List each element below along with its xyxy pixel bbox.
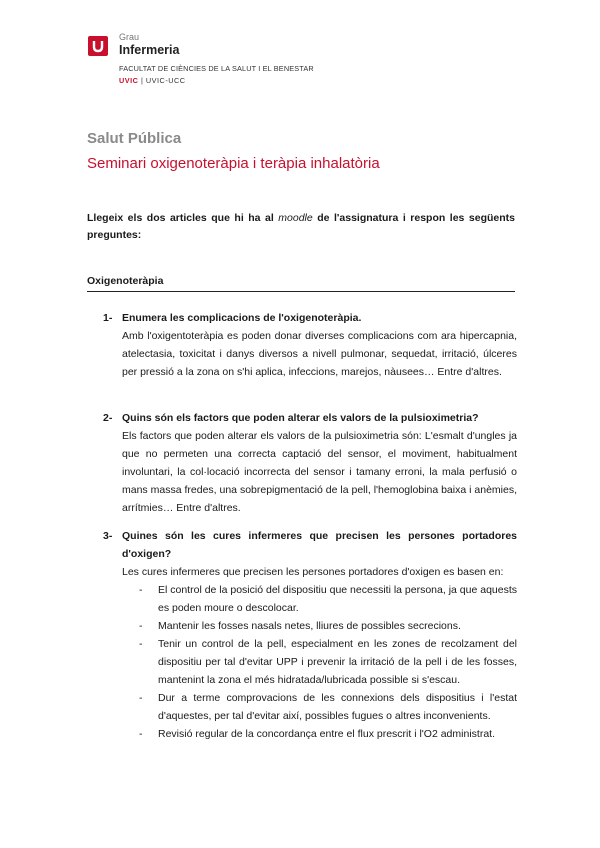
section-divider [87,291,515,292]
list-item: - Mantenir les fosses nasals netes, lliures de possibles secrecions. [139,620,461,632]
university-accent: UVIC [119,76,139,85]
uvic-logo-icon [88,36,108,56]
list-item: - El control de la posició del dispositiu que necessiti la persona, ja que aquests es poden moure o descolocar. [139,584,517,614]
question-text: Enumera les complicacions de l'oxigenoteràpia. [122,312,362,324]
faculty-name: FACULTAT DE CIÈNCIES DE LA SALUT I EL BENESTAR [119,64,314,73]
intro-text: Llegeix els dos articles que hi ha al moodle de l'assignatura i respon les següents preguntes: [87,212,515,241]
question-3 [103,527,517,743]
list-item: - Dur a terme comprovacions de les connexions dels dispositius i l'estat d'aquestes, per tal d'evitar així, possibles fugues o altres inconvenients. [139,692,517,722]
degree-label: Grau [119,32,140,42]
course-title: Salut Pública [87,130,182,147]
question-number: 1- [103,312,113,324]
list-item: - Revisió regular de la concordança entre el flux prescrit i l'O2 administrat. [139,728,495,740]
answer-text: Les cures infermeres que precisen les persones portadores d'oxigen es basen en: [122,566,504,578]
list-item: - Tenir un control de la pell, especialment en les zones de recolzament del dispositiu per tal d'evitar UPP i prevenir la irritació de la pell i de les fosses, mantenint la zona el més hidratada/lubricada possible si s'escau. [139,638,517,686]
answer-text: Amb l'oxigentoteràpia es poden donar diverses complicacions com ara hipercapnia, atelectasia, toxicitat i danys diversos a nivell pulmonar, sequedat, irritació, úlceres per pressió a la zona on s'hi aplica, infeccions, marejos, nàusees… Entre d'altres. [122,330,517,378]
university-name [119,76,186,85]
question-number: 3- [103,530,113,542]
department-name: Infermeria [119,43,180,57]
page-title: Seminari oxigenoteràpia i teràpia inhalatòria [87,155,380,172]
university-rest: | UVIC-UCC [138,76,186,85]
question-number: 2- [103,412,113,424]
question-1 [103,309,517,381]
section-title: Oxigenoteràpia [87,275,164,287]
answer-text: Els factors que poden alterar els valors de la pulsioximetria són: L'esmalt d'ungles ja que no permeten una correcta captació del sensor, el moviment, habitualment involuntari, la col·locació incorrecta del sensor i tamany erroni, la mala perfusió o mans massa fredes, una sobrepigmentació de la pell, l'hemoglobina baixa i anèmies, arrítmies… Entre d'altres. [122,430,517,514]
moodle-word: moodle [278,212,313,224]
question-2 [103,409,517,517]
question-text: Quines són les cures infermeres que precisen les persones portadores d'oxigen? [122,530,517,560]
care-list [122,581,517,743]
question-text: Quins són els factors que poden alterar els valors de la pulsioximetria? [122,412,479,424]
